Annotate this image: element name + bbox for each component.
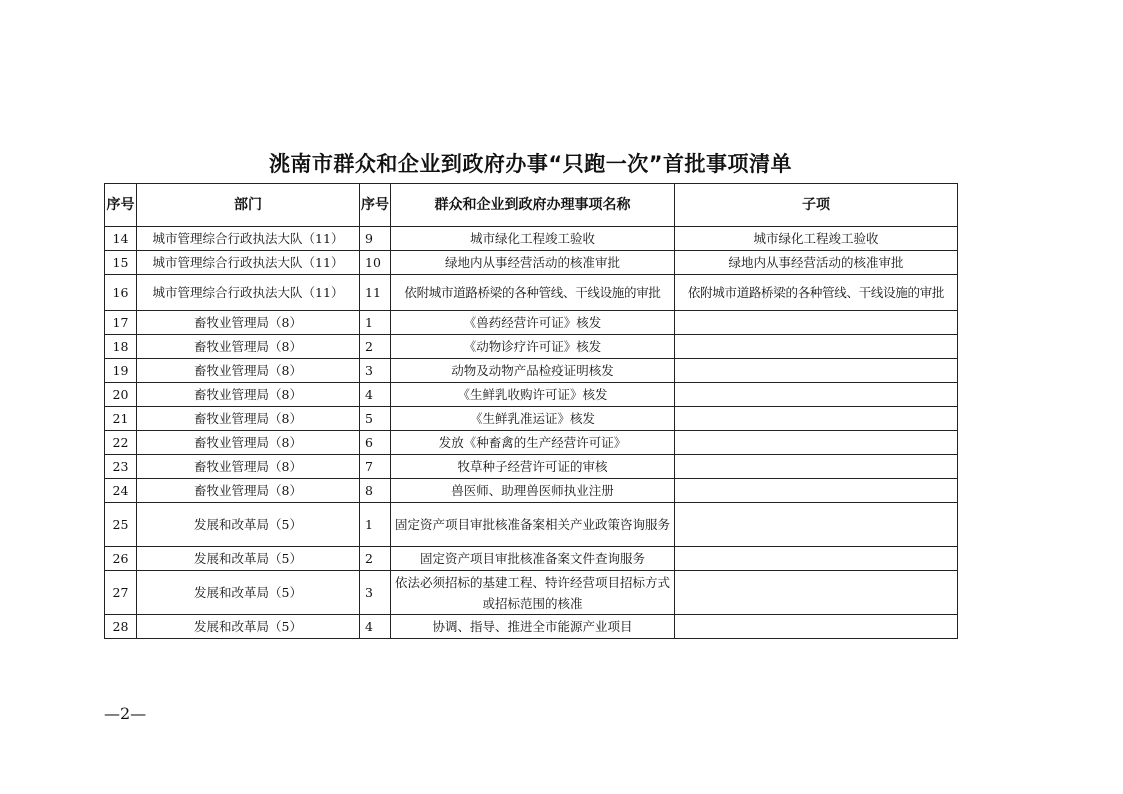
cell-seq: 17 xyxy=(105,311,137,335)
cell-seq: 27 xyxy=(105,571,137,615)
table-row xyxy=(105,227,958,251)
cell-seq: 26 xyxy=(105,547,137,571)
cell-item: 动物及动物产品检疫证明核发 xyxy=(391,359,675,383)
cell-subitem xyxy=(675,407,958,431)
cell-dept: 城市管理综合行政执法大队（11） xyxy=(137,227,360,251)
cell-item: 依法必须招标的基建工程、特许经营项目招标方式或招标范围的核准 xyxy=(391,571,675,615)
cell-subseq: 2 xyxy=(360,335,391,359)
cell-dept: 畜牧业管理局（8） xyxy=(137,359,360,383)
cell-seq: 23 xyxy=(105,455,137,479)
cell-subseq: 4 xyxy=(360,615,391,639)
cell-subitem xyxy=(675,431,958,455)
cell-subitem xyxy=(675,383,958,407)
header-subseq: 序号 xyxy=(360,184,391,227)
table-row xyxy=(105,615,958,639)
header-subitem: 子项 xyxy=(675,184,958,227)
cell-seq: 19 xyxy=(105,359,137,383)
page-number: —2— xyxy=(104,704,147,723)
cell-dept: 畜牧业管理局（8） xyxy=(137,407,360,431)
cell-subitem xyxy=(675,479,958,503)
header-item: 群众和企业到政府办理事项名称 xyxy=(391,184,675,227)
table-row xyxy=(105,479,958,503)
cell-item: 协调、指导、推进全市能源产业项目 xyxy=(391,615,675,639)
table-row xyxy=(105,251,958,275)
cell-item: 《生鲜乳收购许可证》核发 xyxy=(391,383,675,407)
table-row xyxy=(105,335,958,359)
cell-subseq: 3 xyxy=(360,571,391,615)
cell-subitem: 绿地内从事经营活动的核准审批 xyxy=(675,251,958,275)
cell-item: 固定资产项目审批核准备案文件查询服务 xyxy=(391,547,675,571)
cell-item: 城市绿化工程竣工验收 xyxy=(391,227,675,251)
cell-item: 兽医师、助理兽医师执业注册 xyxy=(391,479,675,503)
cell-seq: 16 xyxy=(105,275,137,311)
table-row xyxy=(105,431,958,455)
cell-dept: 发展和改革局（5） xyxy=(137,547,360,571)
cell-subitem xyxy=(675,359,958,383)
cell-subseq: 3 xyxy=(360,359,391,383)
cell-subseq: 4 xyxy=(360,383,391,407)
cell-subseq: 8 xyxy=(360,479,391,503)
table-row xyxy=(105,571,958,615)
cell-seq: 21 xyxy=(105,407,137,431)
cell-subitem xyxy=(675,547,958,571)
table-row xyxy=(105,407,958,431)
table-row xyxy=(105,503,958,547)
cell-dept: 发展和改革局（5） xyxy=(137,571,360,615)
cell-seq: 14 xyxy=(105,227,137,251)
cell-seq: 22 xyxy=(105,431,137,455)
cell-item: 《动物诊疗许可证》核发 xyxy=(391,335,675,359)
cell-dept: 畜牧业管理局（8） xyxy=(137,311,360,335)
cell-subitem xyxy=(675,571,958,615)
cell-item: 依附城市道路桥梁的各种管线、干线设施的审批 xyxy=(391,275,675,311)
cell-dept: 畜牧业管理局（8） xyxy=(137,455,360,479)
cell-seq: 15 xyxy=(105,251,137,275)
cell-seq: 20 xyxy=(105,383,137,407)
cell-dept: 畜牧业管理局（8） xyxy=(137,383,360,407)
cell-subitem xyxy=(675,455,958,479)
table-row xyxy=(105,547,958,571)
cell-item: 绿地内从事经营活动的核准审批 xyxy=(391,251,675,275)
cell-item: 《生鲜乳准运证》核发 xyxy=(391,407,675,431)
cell-subseq: 10 xyxy=(360,251,391,275)
items-table xyxy=(104,183,958,639)
cell-dept: 发展和改革局（5） xyxy=(137,615,360,639)
cell-subitem: 依附城市道路桥梁的各种管线、干线设施的审批 xyxy=(675,275,958,311)
cell-subseq: 2 xyxy=(360,547,391,571)
header-dept: 部门 xyxy=(137,184,360,227)
table-row xyxy=(105,311,958,335)
cell-subitem: 城市绿化工程竣工验收 xyxy=(675,227,958,251)
cell-dept: 畜牧业管理局（8） xyxy=(137,479,360,503)
cell-subitem xyxy=(675,311,958,335)
cell-subitem xyxy=(675,615,958,639)
cell-seq: 25 xyxy=(105,503,137,547)
cell-item: 牧草种子经营许可证的审核 xyxy=(391,455,675,479)
table-row xyxy=(105,275,958,311)
document-title: 洮南市群众和企业到政府办事“只跑一次”首批事项清单 xyxy=(268,152,793,176)
cell-subitem xyxy=(675,503,958,547)
cell-dept: 城市管理综合行政执法大队（11） xyxy=(137,251,360,275)
cell-seq: 24 xyxy=(105,479,137,503)
cell-dept: 城市管理综合行政执法大队（11） xyxy=(137,275,360,311)
cell-seq: 18 xyxy=(105,335,137,359)
cell-dept: 畜牧业管理局（8） xyxy=(137,335,360,359)
cell-subseq: 11 xyxy=(360,275,391,311)
cell-item: 固定资产项目审批核准备案相关产业政策咨询服务 xyxy=(391,503,675,547)
table-row xyxy=(105,359,958,383)
table-row xyxy=(105,455,958,479)
cell-subseq: 5 xyxy=(360,407,391,431)
cell-item: 发放《种畜禽的生产经营许可证》 xyxy=(391,431,675,455)
table-row xyxy=(105,383,958,407)
cell-seq: 28 xyxy=(105,615,137,639)
cell-subseq: 9 xyxy=(360,227,391,251)
cell-subseq: 6 xyxy=(360,431,391,455)
cell-subseq: 7 xyxy=(360,455,391,479)
cell-dept: 发展和改革局（5） xyxy=(137,503,360,547)
cell-subseq: 1 xyxy=(360,503,391,547)
cell-subitem xyxy=(675,335,958,359)
cell-dept: 畜牧业管理局（8） xyxy=(137,431,360,455)
cell-subseq: 1 xyxy=(360,311,391,335)
table-header-row xyxy=(105,184,958,227)
cell-item: 《兽药经营许可证》核发 xyxy=(391,311,675,335)
header-seq: 序号 xyxy=(105,184,137,227)
